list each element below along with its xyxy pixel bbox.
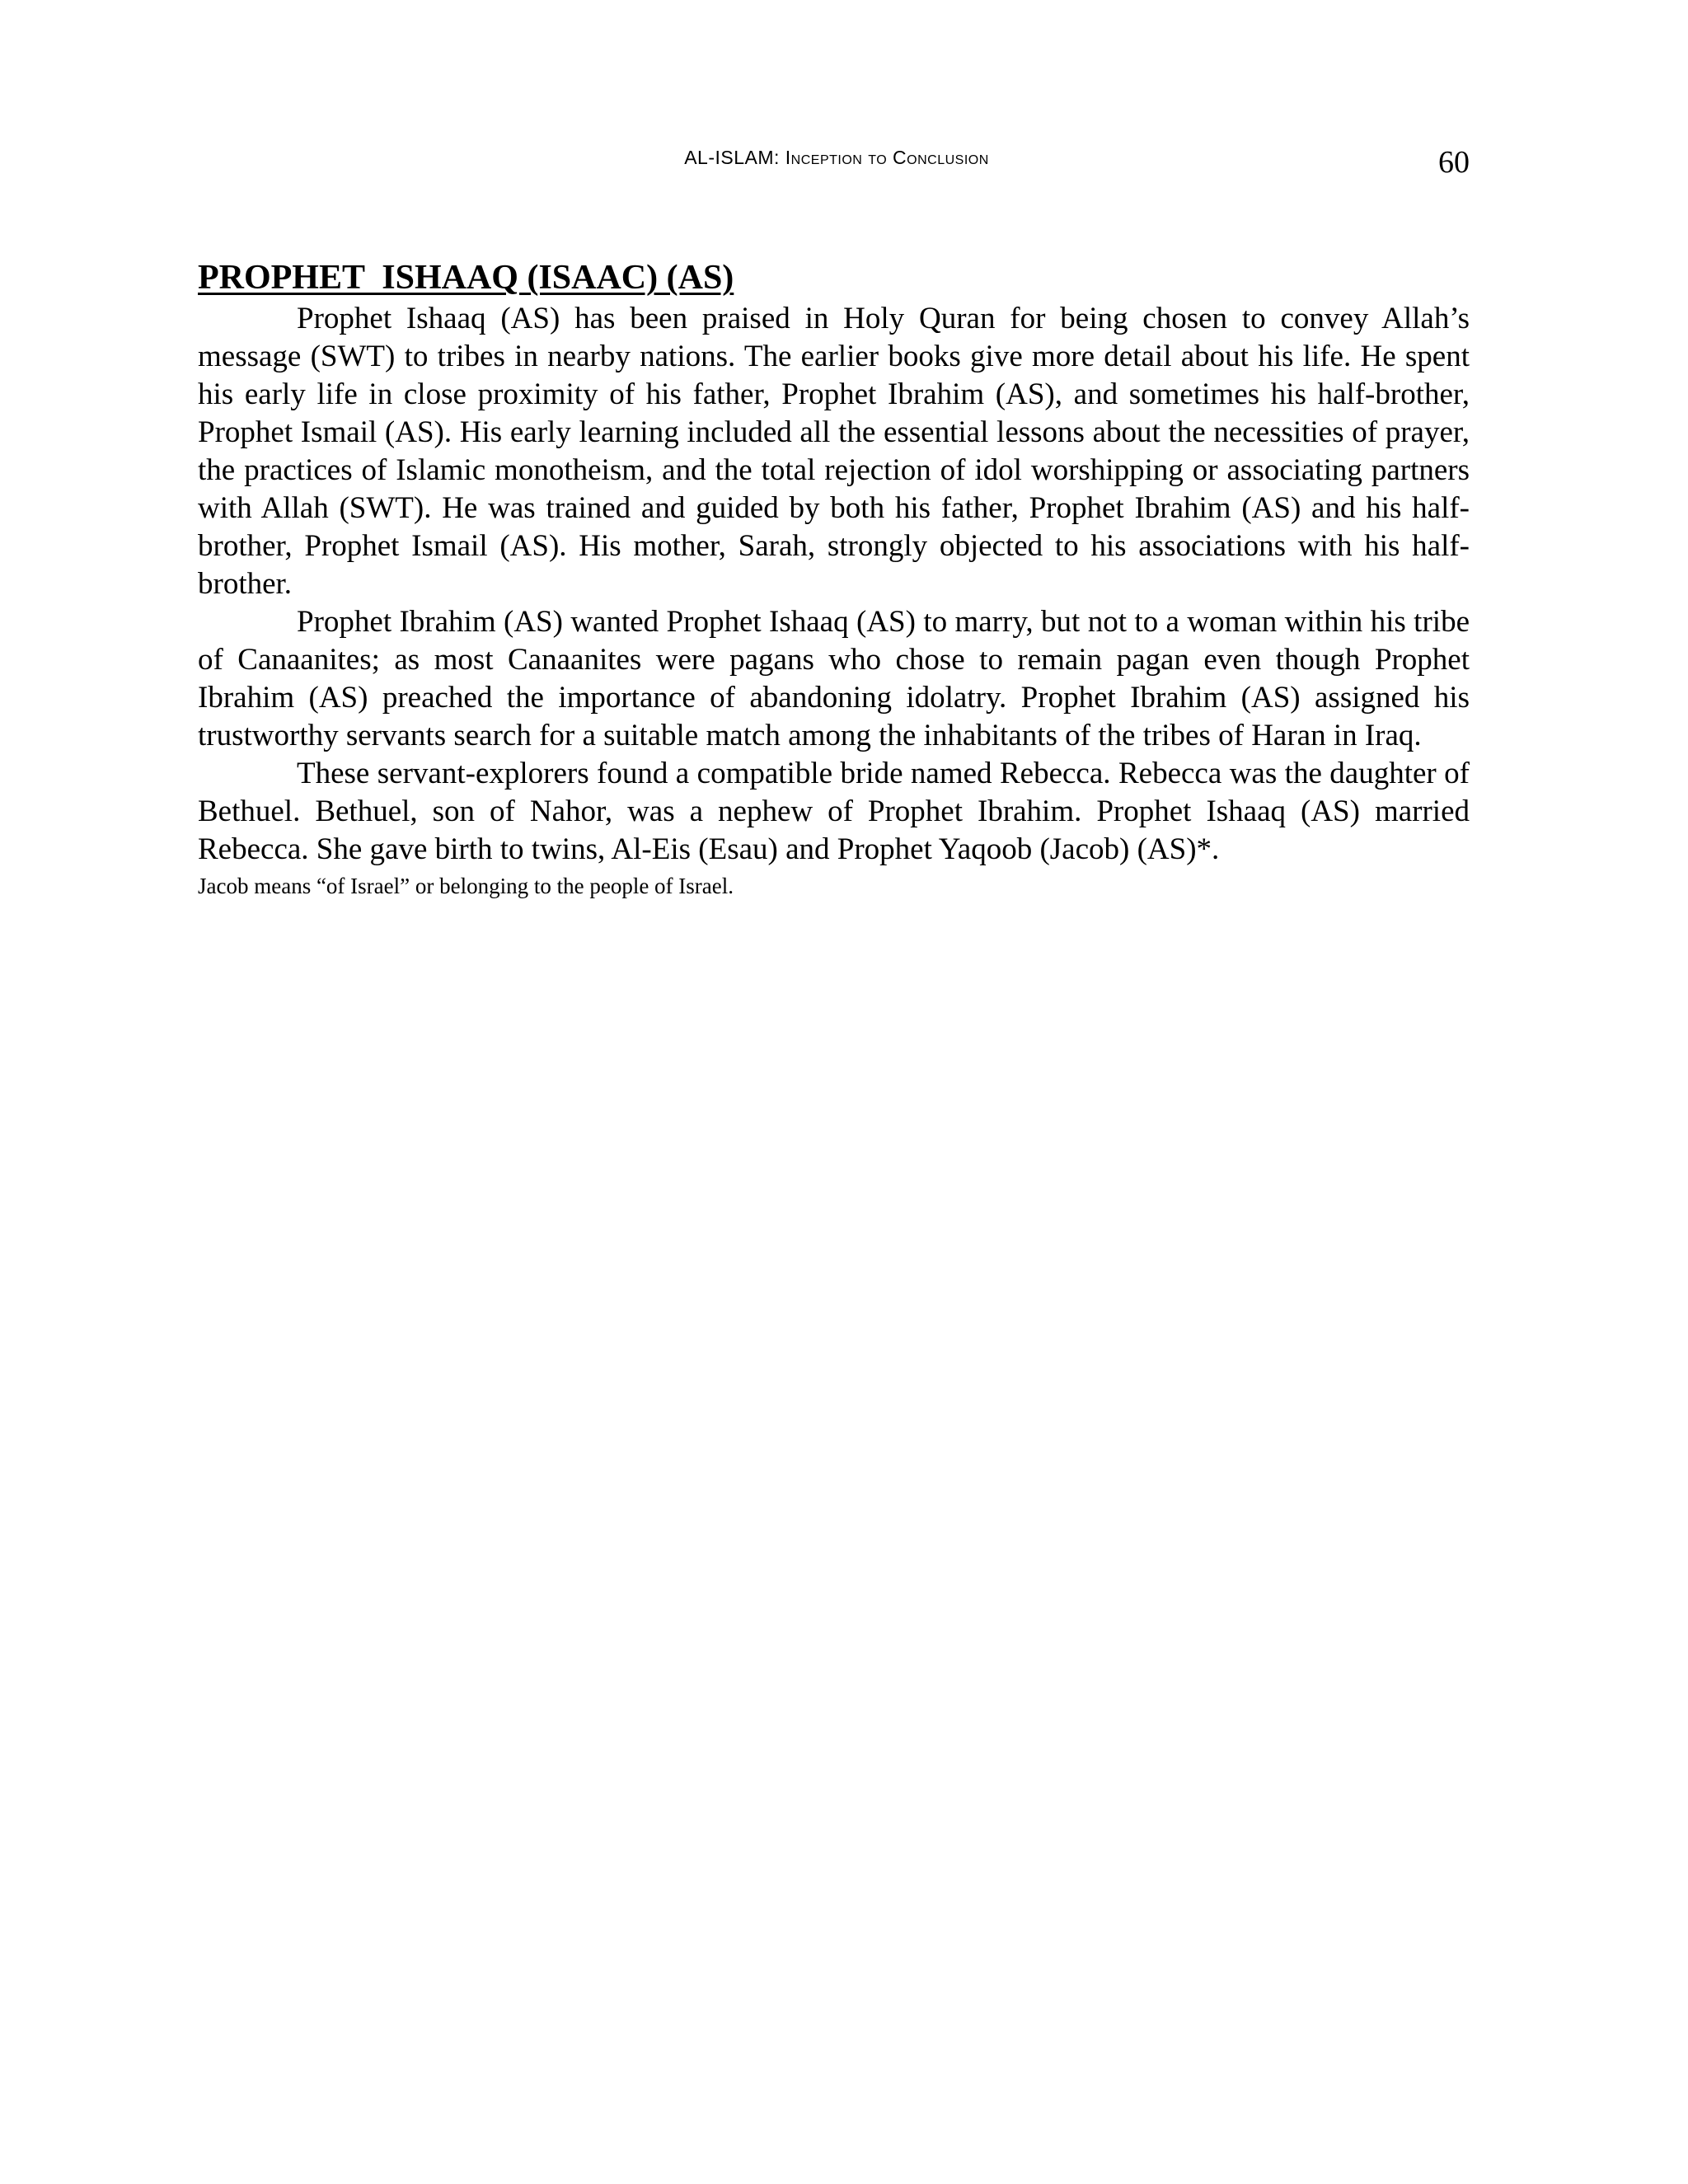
chapter-title: PROPHET ISHAAQ (ISAAC) (AS) [198, 259, 734, 297]
running-header-title: AL-ISLAM: Inception to Conclusion [684, 147, 989, 168]
body-paragraph-1: Prophet Ishaaq (AS) has been praised in Holy Quran for being chosen to convey Allah’s message (SWT) to tribes in nearby nations. The earlier books give more detail about his life. He spent his early life in close proximity of his father, Prophet Ibrahim (AS), and sometimes his half-brother, Prophet Ismail (AS). His early learning included all the essential lessons about the necessities of prayer, the practices of Islamic monotheism, and the total rejection of idol worshipping or associating partners with Allah (SWT). He was trained and guided by both his father, Prophet Ibrahim (AS) and his half-brother, Prophet Ismail (AS). His mother, Sarah, strongly objected to his associations with his half-brother. [198, 302, 1470, 601]
body-paragraph-2: Prophet Ibrahim (AS) wanted Prophet Ishaaq (AS) to marry, but not to a woman within his tribe of Canaanites; as most Canaanites were pagans who chose to remain pagan even though Prophet Ibrahim (AS) preached the importance of abandoning idolatry. Prophet Ibrahim (AS) assigned his trustworthy servants search for a suitable match among the inhabitants of the tribes of Haran in Iraq. [198, 605, 1470, 752]
page-number: 60 [1438, 145, 1470, 180]
page-content [198, 255, 1470, 900]
body-paragraph-3: These servant-explorers found a compatible bride named Rebecca. Rebecca was the daughter of Bethuel. Bethuel, son of Nahor, was a nephew of Prophet Ibrahim. Prophet Ishaaq (AS) married Rebecca. She gave birth to twins, Al-Eis (Esau) and Prophet Yaqoob (Jacob) (AS)*. [198, 757, 1470, 866]
footnote: Jacob means “of Israel” or belonging to the people of Israel. [198, 874, 734, 898]
